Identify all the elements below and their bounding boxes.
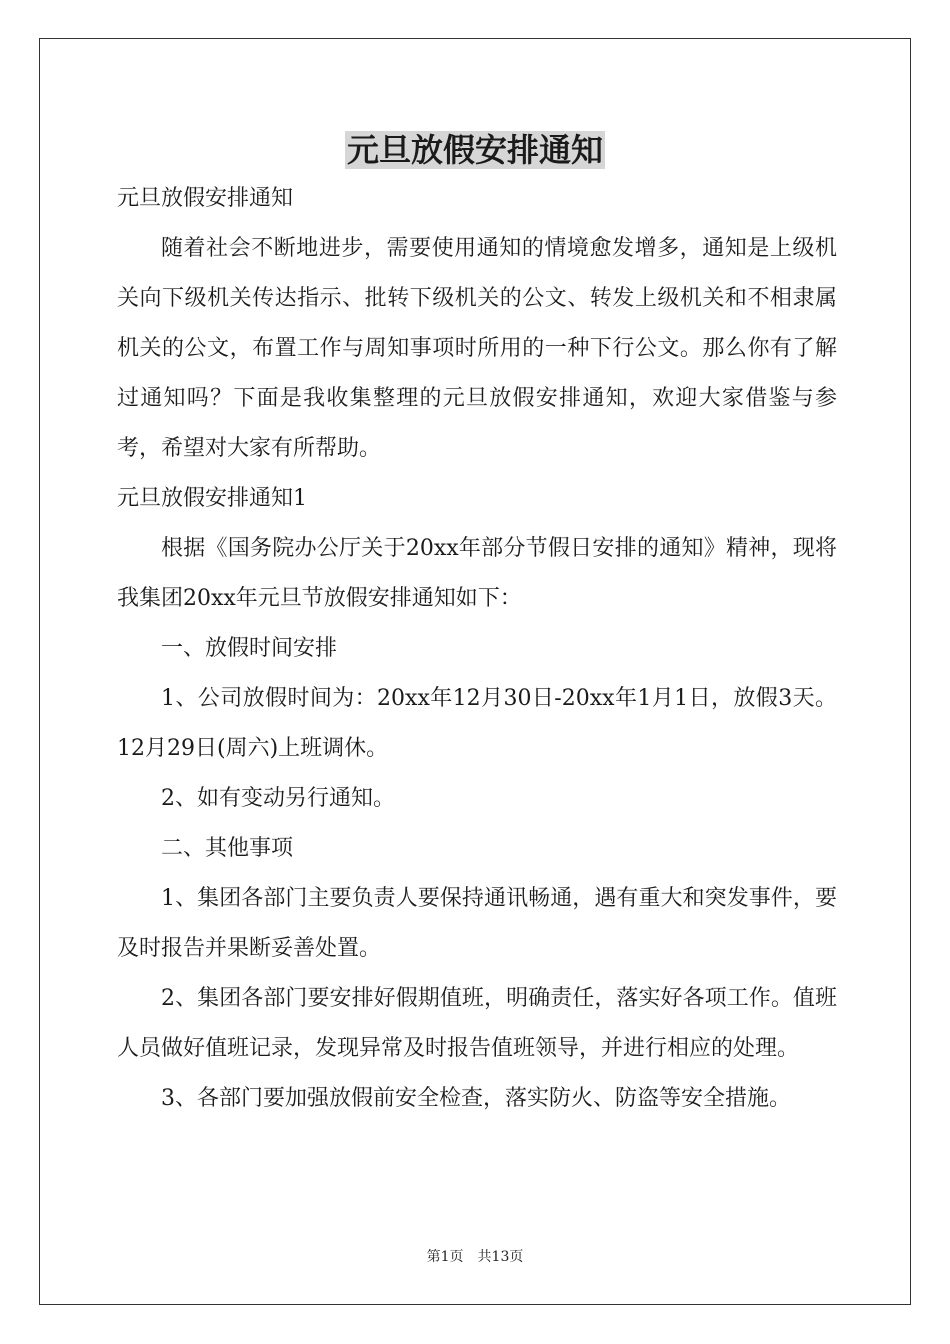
list-item: 2、如有变动另行通知。 (161, 786, 395, 811)
page-footer (0, 1247, 950, 1267)
list-item: 2、集团各部门要安排好假期值班，明确责任，落实好各项工作。值班人员做好值班记录，发现异常及时报告值班领导，并进行相应的处理。 (117, 986, 837, 1061)
document-title-text: 元旦放假安排通知 (346, 131, 603, 169)
subtitle-paragraph: 元旦放假安排通知 (117, 186, 294, 211)
intro-paragraph: 随着社会不断地进步，需要使用通知的情境愈发增多，通知是上级机关向下级机关传达指示、批转下级机关的公文、转发上级机关和不相隶属机关的公文，布置工作与周知事项时所用的一种下行公文。那么你有了解过通知吗？下面是我收集整理的元旦放假安排通知，欢迎大家借鉴与参考，希望对大家有所帮助。 (117, 236, 837, 461)
page-number: 第1页 共13页 (426, 1249, 524, 1265)
document-title (0, 126, 950, 174)
list-item: 3、各部门要加强放假前安全检查，落实防火、防盗等安全措施。 (161, 1086, 791, 1111)
section-subheading: 二、其他事项 (161, 836, 294, 861)
section-heading: 元旦放假安排通知1 (117, 486, 307, 511)
list-item: 1、公司放假时间为：20xx年12月30日-20xx年1月1日，放假3天。12月29日(周六)上班调休。 (117, 686, 837, 761)
list-item: 1、集团各部门主要负责人要保持通讯畅通，遇有重大和突发事件，要及时报告并果断妥善处置。 (117, 886, 837, 961)
document-body (117, 174, 837, 1124)
section-subheading: 一、放假时间安排 (161, 636, 338, 661)
body-paragraph: 根据《国务院办公厅关于20xx年部分节假日安排的通知》精神，现将我集团20xx年元旦节放假安排通知如下： (117, 536, 837, 611)
